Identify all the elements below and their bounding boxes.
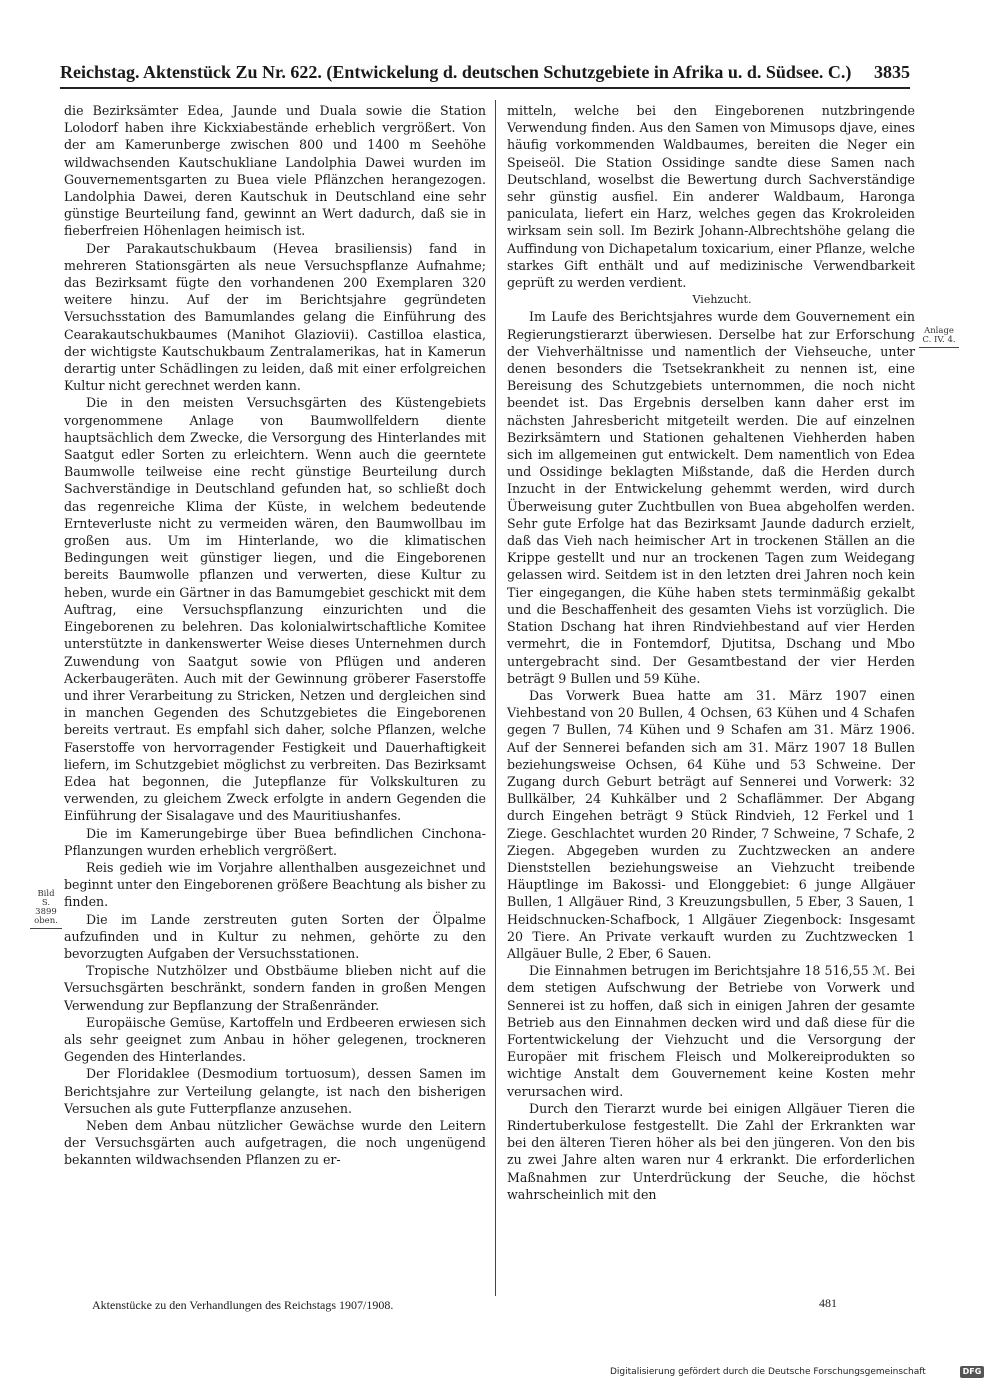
margin-note-rule xyxy=(30,928,62,929)
paragraph: Die Einnahmen betrugen im Berichtsjahre 18 516,55 ℳ. Bei dem stetigen Aufschwung der Betriebe von Vorwerk und Sennerei ist zu hoffen, daß sich in einigen Jahren der gesamte Betrieb aus den Einnahmen decken wird und daß diese für die Fortentwickelung der Viehzucht und die Versorgung der Europäer mit frischem Fleisch und Molkereiprodukten so wichtige Anstalt dem Gouvernement keine Kosten mehr verursachen wird. xyxy=(507,963,915,1099)
left-column xyxy=(64,102,486,1169)
paragraph: Reis gedieh wie im Vorjahre allenthalben ausgezeichnet und beginnt unter den Eingeborenen größere Beachtung als bisher zu finden. xyxy=(64,859,486,910)
margin-note-left xyxy=(30,890,62,929)
column-divider xyxy=(495,100,496,1296)
margin-note-line: Anlage xyxy=(924,326,954,336)
running-title: Reichstag. Aktenstück Zu Nr. 622. (Entwickelung d. deutschen Schutzgebiete in Afrika u. d. Südsee. C.) xyxy=(60,62,852,82)
paragraph: Die im Kamerungebirge über Buea befindlichen Cinchona-Pflanzungen wurden erheblich vergrößert. xyxy=(64,825,486,858)
page-number: 3835 xyxy=(874,62,910,82)
header-rule xyxy=(60,87,910,89)
paragraph: Die im Lande zerstreuten guten Sorten der Ölpalme aufzufinden und in Kultur zu nehmen, gehörte zu den bevorzugten Aufgaben der Versuchsstationen. xyxy=(64,911,486,961)
paragraph: Das Vorwerk Buea hatte am 31. März 1907 einen Viehbestand von 20 Bullen, 4 Ochsen, 63 Kühen und 4 Schafen gegen 7 Bullen, 74 Kühen und 9 Schafen am 31. März 1906. Auf der Sennerei befanden sich am 31. März 1907 18 Bullen beziehungsweise Ochsen, 64 Kühe und 53 Schweine. Der Zugang durch Geburt beträgt auf Sennerei und Vorwerk: 32 Bullkälber, 24 Kuhkälber und 2 Schaflämmer. Der Abgang durch Eingehen beträgt 9 Stück Rindvieh, 12 Ferkel und 1 Ziege. Geschlachtet wurden 20 Rinder, 7 Schweine, 7 Schafe, 2 Ziegen. Abgegeben wurden zu Zuchtzwecken an andere Dienststellen beziehungsweise an Viehzucht treibende Häuptlinge im Bakossi- und Elonggebiet: 6 junge Allgäuer Bullen, 1 Allgäuer Rind, 3 Kreuzungsbullen, 5 Eber, 3 Sauen, 1 Heidschnucken-Schafbock, 1 Allgäuer Ziegenbock: Insgesamt 20 Tiere. An Private verkauft wurden zu Zuchtzwecken 1 Allgäuer Bulle, 2 Eber, 6 Sauen. xyxy=(507,687,915,961)
paragraph: Der Parakautschukbaum (Hevea brasiliensis) fand in mehreren Stationsgärten als neue Versuchspflanze Aufnahme; das Bezirksamt fügte den vorhandenen 200 Exemplaren 320 weitere hinzu. Auf der im Berichtsjahre gegründeten Versuchsstation des Bamumlandes gelang die Einführung des Cearakautschukbaumes (Manihot Glaziovii). Castilloa elastica, der wichtigste Kautschukbaum Zentralamerikas, hat in Kamerun derartig unter Schädlingen zu leiden, daß mit einer erfolgreichen Kultur nicht gerechnet werden kann. xyxy=(64,240,486,394)
margin-note-line: C. IV. 4. xyxy=(922,335,956,345)
margin-note-line: oben. xyxy=(34,916,58,926)
paragraph: Tropische Nutzhölzer und Obstbäume blieben nicht auf die Versuchsgärten beschränkt, sondern fanden in großen Mengen Verwendung zur Bepflanzung der Straßenränder. xyxy=(64,963,486,1013)
page-header xyxy=(60,58,910,90)
paragraph: Im Laufe des Berichtsjahres wurde dem Gouvernement ein Regierungstierarzt überwiesen. Derselbe hat zur Erforschung der Viehverhältnisse und namentlich der Viehseuche, unter denen besonders die Tsetsekrankheit zu nennen ist, eine Bereisung des Schutzgebiets unternommen, die noch nicht beendet ist. Das Ergebnis derselben kann daher erst im nächsten Jahresbericht mitgeteilt werden. Die auf einzelnen Bezirksämtern und Stationen gehaltenen Viehherden haben sich im allgemeinen gut entwickelt. Dem namentlich von Edea und Ossidinge beklagten Mißstande, daß die Herden durch Inzucht in der Entwickelung gehemmt werden, wird durch Überweisung guter Zuchtbullen von Buea abgeholfen werden. Sehr gute Erfolge hat das Bezirksamt Jaunde dadurch erzielt, daß das Vieh nach heimischer Art in trockenen Ställen an die Krippe gestellt und nur an trockenen Tagen zum Weidegang gelassen wird. Seitdem ist in den letzten drei Jahren noch kein Tier eingegangen, die Kühe haben stets terminmäßig gekalbt und die Beschaffenheit des gesamten Viehs ist vorzüglich. Die Station Dschang hat ihren Rindviehbestand auf vier Herden vermehrt, die in Fontemdorf, Djutitsa, Dschang und Mbo untergebracht sind. Der Gesamtbestand der vier Herden beträgt 9 Bullen und 59 Kühe. xyxy=(507,309,915,686)
paragraph: Die in den meisten Versuchsgärten des Küstengebiets vorgenommene Anlage von Baumwollfeldern diente hauptsächlich dem Zwecke, die Versorgung des Hinterlandes mit Saatgut edler Sorten zu erleichtern. Wenn auch die geerntete Baumwolle teilweise eine recht günstige Beurteilung durch Sachverständige in Deutschland gefunden hat, so schließt doch das regenreiche Klima der Küste, in welchem bedeutende Ernteverluste nicht zu vermeiden wären, den Baumwollbau im großen aus. Um im Hinterlande, wo die klimatischen Bedingungen weit günstiger liegen, und die Eingeborenen bereits Baumwolle pflanzen und verwerten, diese Kultur zu heben, wurde ein Gärtner in das Bamumgebiet geschickt mit dem Auftrag, eine Versuchspflanzung einzurichten und die Eingeborenen zu belehren. Das kolonialwirtschaftliche Komitee unterstützte in dankenswerter Weise dieses Unternehmen durch Zuwendung von Saatgut sowie von Pflügen und anderen Ackerbaugeräten. Auch mit der Gewinnung gröberer Faserstoffe und ihrer Verarbeitung zu Stricken, Netzen und dergleichen sind in manchen Gegenden des Schutzgebietes die Eingeborenen bereits vertraut. Es empfahl sich daher, solche Pflanzen, welche Faserstoffe von hervorragender Festigkeit und Dauerhaftigkeit liefern, im Schutzgebiet möglichst zu verbreiten. Das Bezirksamt Edea hat begonnen, die Jutepflanze für Volkskulturen zu verwenden, zu gleichem Zweck erfolgte in andern Gegenden die Einführung der Sisalagave und des Mauritiushanfes. xyxy=(64,395,486,824)
footer-citation: Aktenstücke zu den Verhandlungen des Reichstags 1907/1908. xyxy=(92,1298,394,1312)
right-column xyxy=(507,102,915,1203)
digitization-credit: Digitalisierung gefördert durch die Deutsche Forschungsgemeinschaft xyxy=(610,1367,926,1377)
paragraph: mitteln, welche bei den Eingeborenen nutzbringende Verwendung finden. Aus den Samen von Mimusops djave, eines häufig vorkommenden Waldbaumes, bereiten die Neger ein Speiseöl. Die Station Ossidinge sandte diese Samen nach Deutschland, woselbst die Bewertung durch Sachverständige sehr günstig ausfiel. Ein anderer Waldbaum, Haronga paniculata, liefert ein Harz, welches gegen das Krokroleiden wirksam sein soll. Im Bezirk Johann-Albrechtshöhe gelang die Auffindung von Dichapetalum toxicarium, einer Pflanze, welche starkes Gift enthält und auf medizinische Verwendbarkeit geprüft zu werden verdient. xyxy=(507,103,915,291)
margin-note-line: S. 3899 xyxy=(35,898,57,917)
paragraph: Durch den Tierarzt wurde bei einigen Allgäuer Tieren die Rindertuberkulose festgestellt. Die Zahl der Erkrankten war bei den älteren Tieren höher als bei den jüngeren. Von den bis zu zwei Jahre alten waren nur 4 erkrankt. Die erforderlichen Maßnahmen zur Unterdrückung der Seuche, die höchst wahrscheinlich mit den xyxy=(507,1100,915,1202)
section-heading: Viehzucht. xyxy=(692,293,752,307)
margin-note-right xyxy=(919,327,959,348)
paragraph: Der Floridaklee (Desmodium tortuosum), dessen Samen im Berichtsjahre zur Verteilung gelangte, ist nach den bisherigen Versuchen als gute Futterpflanze anzusehen. xyxy=(64,1066,486,1116)
paragraph: die Bezirksämter Edea, Jaunde und Duala sowie die Station Lolodorf haben ihre Kickxiabestände erheblich vergrößert. Von der am Kamerunberge zwischen 800 und 1400 m Seehöhe wildwachsenden Kautschukliane Landolphia Dawei wurden im Gouvernementsgarten zu Buea viele Pflänzchen herangezogen. Landolphia Dawei, deren Kautschuk in Deutschland eine sehr günstige Beurteilung fand, gewinnt an Wert dadurch, daß sie in fieberfreien Höhenlagen heimisch ist. xyxy=(64,103,486,239)
footer-page-number: 481 xyxy=(819,1296,837,1310)
margin-note-rule xyxy=(919,347,959,348)
dfg-logo: DFG xyxy=(960,1366,984,1378)
paragraph: Neben dem Anbau nützlicher Gewächse wurde den Leitern der Versuchsgärten auch aufgetragen, die noch ungenügend bekannten wildwachsenden Pflanzen zu er- xyxy=(64,1117,486,1168)
margin-note-line: Bild xyxy=(37,889,55,899)
paragraph: Europäische Gemüse, Kartoffeln und Erdbeeren erwiesen sich als sehr geeignet zum Anbau in höher gelegenen, trockneren Gegenden des Hinterlandes. xyxy=(64,1014,486,1065)
